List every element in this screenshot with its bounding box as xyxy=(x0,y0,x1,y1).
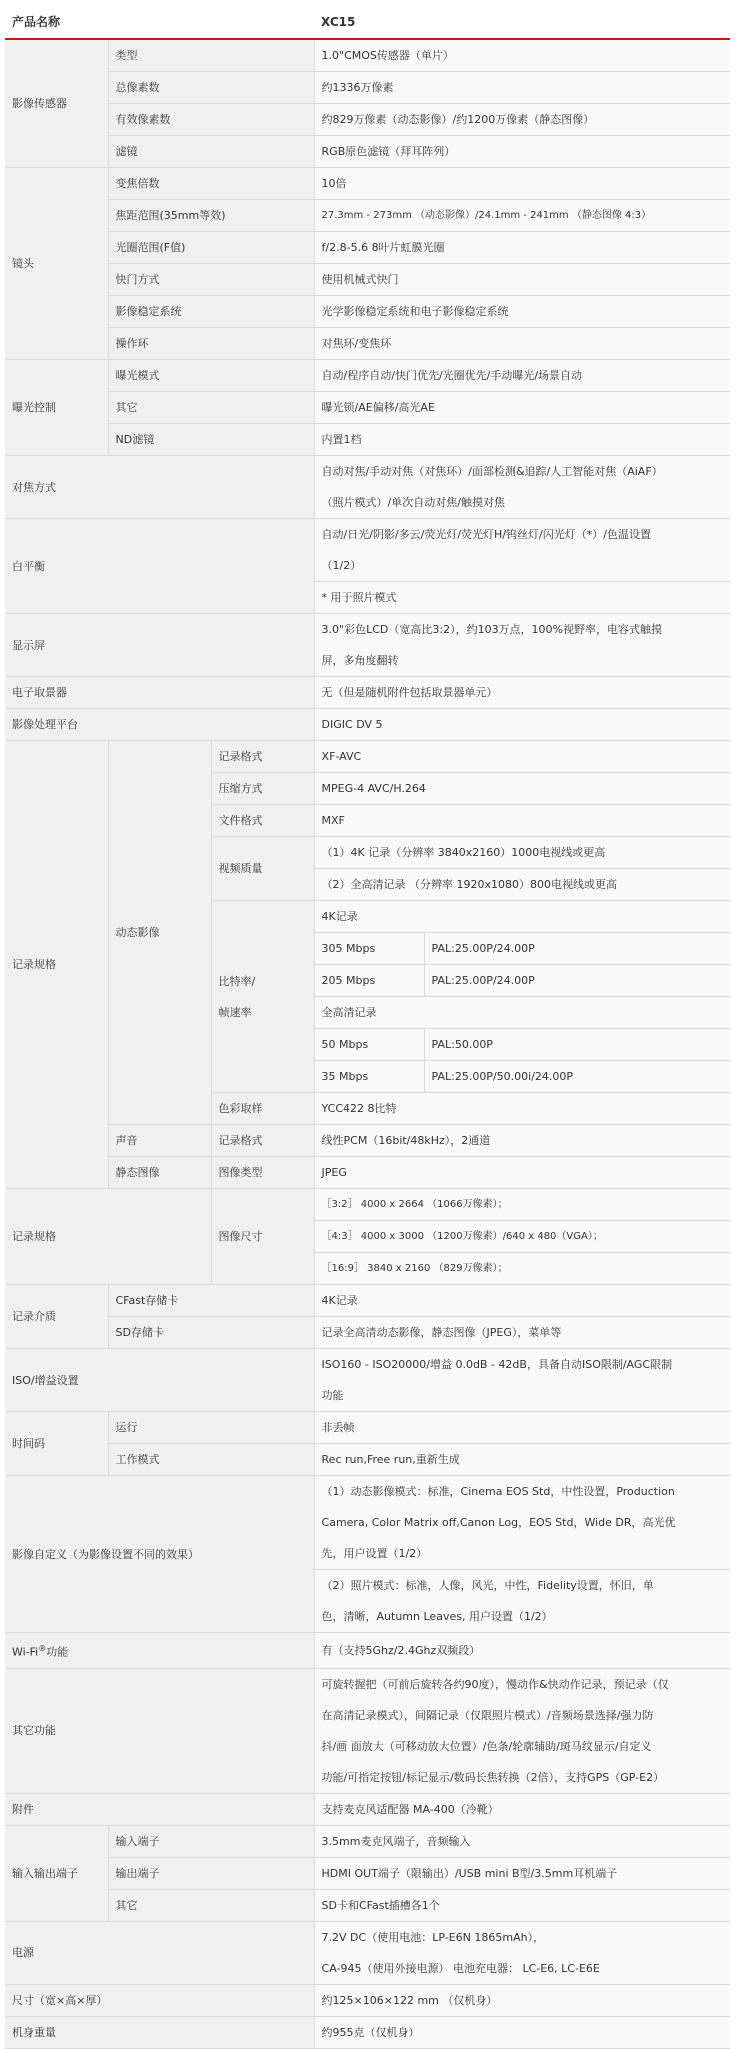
iso-line: 功能 xyxy=(321,1389,344,1402)
row-value: 4K记录 xyxy=(314,1285,730,1317)
section-timecode: 时间码 xyxy=(5,1412,108,1476)
table-row xyxy=(5,1921,730,1984)
bitrate-label: 比特率/ xyxy=(218,974,256,988)
row-label: 其它 xyxy=(108,1889,314,1921)
table-row xyxy=(5,1317,730,1349)
other-line: 在高清记录模式），间隔记录（仅限照片模式）/音频场景选择/强力防 xyxy=(321,1708,654,1722)
row-label: 视频质量 xyxy=(211,837,314,901)
wifi-title-suffix: 功能 xyxy=(46,1645,69,1659)
table-row xyxy=(5,1984,730,2016)
focus-line: （照片模式）/单次自动对焦/触摸对焦 xyxy=(321,496,505,509)
row-value: 约125×106×122 mm （仅机身） xyxy=(314,1984,730,2016)
fps-value: PAL:25.00P/50.00i/24.00P xyxy=(424,1061,730,1093)
row-label: 快门方式 xyxy=(108,264,314,296)
table-row xyxy=(5,424,730,456)
row-label: 操作环 xyxy=(108,328,314,360)
section-recording: 记录规格 xyxy=(5,741,108,1189)
row-value xyxy=(314,456,730,519)
custom-line: （2）照片模式：标准，人像，风光，中性，Fidelity设置，怀旧，单 xyxy=(321,1579,654,1592)
iso-line: ISO160 - ISO20000/增益 0.0dB - 42dB，具备自动ISO限制/AGC限制 xyxy=(321,1358,673,1371)
section-media: 记录介质 xyxy=(5,1285,108,1349)
table-row xyxy=(5,1285,730,1317)
section-dimensions: 尺寸（宽×高×厚） xyxy=(5,1984,314,2016)
table-row xyxy=(5,1825,730,1857)
table-row xyxy=(5,232,730,264)
section-wifi xyxy=(5,1633,314,1669)
table-row xyxy=(5,1125,730,1157)
row-label: 光圈范围(F值) xyxy=(108,232,314,264)
table-row xyxy=(5,264,730,296)
table-row xyxy=(5,136,730,168)
table-row xyxy=(5,1444,730,1476)
row-label: 运行 xyxy=(108,1412,314,1444)
row-value: 约955克（仅机身） xyxy=(314,2016,730,2048)
section-accessory: 附件 xyxy=(5,1793,314,1825)
section-wb: 白平衡 xyxy=(5,519,314,614)
row-label: 色彩取样 xyxy=(211,1093,314,1125)
header-label: 产品名称 xyxy=(5,6,314,39)
section-display: 显示屏 xyxy=(5,614,314,677)
row-value: YCC422 8比特 xyxy=(314,1093,730,1125)
other-line: 可旋转握把（可前后旋转各约90度），慢动作&快动作记录，预记录（仅 xyxy=(321,1677,669,1691)
table-row xyxy=(5,39,730,72)
section-focus: 对焦方式 xyxy=(5,456,314,519)
row-label: SD存储卡 xyxy=(108,1317,314,1349)
custom-line: 先，用户设置（1/2） xyxy=(321,1547,428,1560)
row-value: SD卡和CFast插槽各1个 xyxy=(314,1889,730,1921)
fps-value: PAL:25.00P/24.00P xyxy=(424,965,730,997)
row-label: 文件格式 xyxy=(211,805,314,837)
section-other: 其它功能 xyxy=(5,1668,314,1793)
row-value: 记录全高清动态影像，静态图像（JPEG），菜单等 xyxy=(314,1317,730,1349)
section-lens: 镜头 xyxy=(5,168,108,360)
row-value: 光学影像稳定系统和电子影像稳定系统 xyxy=(314,296,730,328)
row-label: 图像类型 xyxy=(211,1157,314,1189)
recording-movie: 动态影像 xyxy=(108,741,211,1125)
row-value: 有（支持5Ghz/2.4Ghz双频段） xyxy=(314,1633,730,1669)
spec-table xyxy=(5,6,730,2049)
table-row xyxy=(5,1349,730,1412)
table-row xyxy=(5,360,730,392)
k4-title: 4K记录 xyxy=(314,901,730,933)
table-row xyxy=(5,2016,730,2048)
wb-line: 自动/日光/阴影/多云/荧光灯/荧光灯H/钨丝灯/闪光灯（*）/色温设置 xyxy=(321,528,651,541)
table-header-row xyxy=(5,6,730,39)
wb-line: （1/2） xyxy=(321,559,362,572)
table-row xyxy=(5,741,730,773)
row-label xyxy=(211,901,314,1093)
row-value xyxy=(314,519,730,582)
recording-audio: 声音 xyxy=(108,1125,211,1157)
row-label: 压缩方式 xyxy=(211,773,314,805)
row-label: 焦距范围(35mm等效) xyxy=(108,200,314,232)
table-row xyxy=(5,1157,730,1189)
table-row xyxy=(5,328,730,360)
row-label: 记录格式 xyxy=(211,1125,314,1157)
row-value: MPEG-4 AVC/H.264 xyxy=(314,773,730,805)
table-row xyxy=(5,200,730,232)
registered-mark: ® xyxy=(38,1644,47,1653)
bitrate-label: 帧速率 xyxy=(218,1005,252,1019)
table-row xyxy=(5,392,730,424)
wb-note: * 用于照片模式 xyxy=(314,582,730,614)
table-row xyxy=(5,519,730,582)
row-label: 图像尺寸 xyxy=(211,1189,314,1285)
row-value: 约1336万像素 xyxy=(314,72,730,104)
row-label: 曝光模式 xyxy=(108,360,314,392)
section-recording-2: 记录规格 xyxy=(5,1189,211,1285)
section-weight: 机身重量 xyxy=(5,2016,314,2048)
table-row xyxy=(5,1857,730,1889)
section-custom: 影像自定义（为影像设置不同的效果） xyxy=(5,1476,314,1633)
row-value: 1.0"CMOS传感器（单片） xyxy=(314,39,730,72)
row-label: 其它 xyxy=(108,392,314,424)
row-value: f/2.8-5.6 8叶片虹膜光圈 xyxy=(314,232,730,264)
row-label: CFast存储卡 xyxy=(108,1285,314,1317)
bitrate-value: 50 Mbps xyxy=(314,1029,424,1061)
row-value: （2）全高清记录 （分辨率 1920x1080）800电视线或更高 xyxy=(314,869,730,901)
row-label: ND滤镜 xyxy=(108,424,314,456)
row-value: MXF xyxy=(314,805,730,837)
row-label: 影像稳定系统 xyxy=(108,296,314,328)
row-value: 使用机械式快门 xyxy=(314,264,730,296)
row-value: 27.3mm - 273mm （动态影像）/24.1mm - 241mm （静态图像 4:3） xyxy=(314,200,730,232)
recording-still: 静态图像 xyxy=(108,1157,211,1189)
row-value xyxy=(314,1476,730,1570)
row-value: DIGIC DV 5 xyxy=(314,709,730,741)
row-value: HDMI OUT端子（限输出）/USB mini B型/3.5mm耳机端子 xyxy=(314,1857,730,1889)
row-value xyxy=(314,1921,730,1984)
row-label: 工作模式 xyxy=(108,1444,314,1476)
section-io: 输入输出端子 xyxy=(5,1825,108,1921)
other-line: 功能/可指定按钮/标记显示/数码长焦转换（2倍），支持GPS（GP-E2） xyxy=(321,1770,665,1784)
row-value: ［16:9］ 3840 x 2160 （829万像素）； xyxy=(314,1253,730,1285)
table-row xyxy=(5,72,730,104)
row-value: Rec run,Free run,重新生成 xyxy=(314,1444,730,1476)
bitrate-value: 35 Mbps xyxy=(314,1061,424,1093)
row-label: 变焦倍数 xyxy=(108,168,314,200)
power-line: CA-945（使用外接电源） 电池充电器： LC-E6, LC-E6E xyxy=(321,1961,600,1975)
custom-line: Camera, Color Matrix off,Canon Log，EOS Std，Wide DR，高光优 xyxy=(321,1516,676,1529)
table-row xyxy=(5,456,730,519)
row-label: 总像素数 xyxy=(108,72,314,104)
section-processor: 影像处理平台 xyxy=(5,709,314,741)
section-iso: ISO/增益设置 xyxy=(5,1349,314,1412)
table-row xyxy=(5,614,730,677)
section-evf: 电子取景器 xyxy=(5,677,314,709)
table-row xyxy=(5,168,730,200)
table-row xyxy=(5,1889,730,1921)
row-value: 曝光锁/AE偏移/高光AE xyxy=(314,392,730,424)
fhd-title: 全高清记录 xyxy=(314,997,730,1029)
row-value xyxy=(314,1668,730,1793)
row-value: 支持麦克风适配器 MA-400（冷靴） xyxy=(314,1793,730,1825)
custom-line: 色，清晰，Autumn Leaves, 用户设置（1/2） xyxy=(321,1610,553,1623)
table-row xyxy=(5,1412,730,1444)
fps-value: PAL:25.00P/24.00P xyxy=(424,933,730,965)
row-value: 约829万像素（动态影像）/约1200万像素（静态图像） xyxy=(314,104,730,136)
row-value: ［4:3］ 4000 x 3000 （1200万像素）/640 x 480（VGA）； xyxy=(314,1221,730,1253)
row-label: 记录格式 xyxy=(211,741,314,773)
row-value: 对焦环/变焦环 xyxy=(314,328,730,360)
table-row xyxy=(5,104,730,136)
section-sensor: 影像传感器 xyxy=(5,39,108,168)
row-label: 滤镜 xyxy=(108,136,314,168)
row-label: 输入端子 xyxy=(108,1825,314,1857)
table-row xyxy=(5,677,730,709)
display-line: 3.0"彩色LCD（宽高比3:2），约103万点，100%视野率，电容式触摸 xyxy=(321,623,663,636)
row-value: （1）4K 记录（分辨率 3840x2160）1000电视线或更高 xyxy=(314,837,730,869)
table-row xyxy=(5,1668,730,1793)
wifi-title: Wi-Fi xyxy=(12,1645,39,1659)
row-value: 自动/程序自动/快门优先/光圈优先/手动曝光/场景自动 xyxy=(314,360,730,392)
custom-line: （1）动态影像模式：标准，Cinema EOS Std，中性设置，Production xyxy=(321,1485,675,1498)
row-value xyxy=(314,1570,730,1633)
section-power: 电源 xyxy=(5,1921,314,1984)
row-label: 有效像素数 xyxy=(108,104,314,136)
bitrate-value: 305 Mbps xyxy=(314,933,424,965)
fps-value: PAL:50.00P xyxy=(424,1029,730,1061)
row-value: XF-AVC xyxy=(314,741,730,773)
row-value: 非丢帧 xyxy=(314,1412,730,1444)
row-value: ［3:2］ 4000 x 2664 （1066万像素）； xyxy=(314,1189,730,1221)
table-row xyxy=(5,1189,730,1221)
table-row xyxy=(5,296,730,328)
row-value: 无（但是随机附件包括取景器单元） xyxy=(314,677,730,709)
row-value: RGB原色滤镜（拜耳阵列） xyxy=(314,136,730,168)
bitrate-value: 205 Mbps xyxy=(314,965,424,997)
other-line: 抖/画 面放大（可移动放大位置）/色条/轮廓辅助/斑马纹显示/自定义 xyxy=(321,1739,652,1753)
display-line: 屏，多角度翻转 xyxy=(321,654,399,667)
table-row xyxy=(5,1476,730,1570)
table-row xyxy=(5,1633,730,1669)
focus-line: 自动对焦/手动对焦（对焦环）/面部检测&追踪/人工智能对焦（AiAF） xyxy=(321,465,663,478)
row-label: 类型 xyxy=(108,39,314,72)
row-value: JPEG xyxy=(314,1157,730,1189)
row-label: 输出端子 xyxy=(108,1857,314,1889)
row-value xyxy=(314,1349,730,1412)
row-value: 线性PCM（16bit/48kHz），2通道 xyxy=(314,1125,730,1157)
row-value xyxy=(314,614,730,677)
header-value: XC15 xyxy=(314,6,730,39)
table-row xyxy=(5,709,730,741)
row-value: 3.5mm麦克风端子，音频输入 xyxy=(314,1825,730,1857)
row-value: 内置1档 xyxy=(314,424,730,456)
table-row xyxy=(5,1793,730,1825)
power-line: 7.2V DC（使用电池：LP-E6N 1865mAh）， xyxy=(321,1930,545,1944)
section-exposure: 曝光控制 xyxy=(5,360,108,456)
row-value: 10倍 xyxy=(314,168,730,200)
